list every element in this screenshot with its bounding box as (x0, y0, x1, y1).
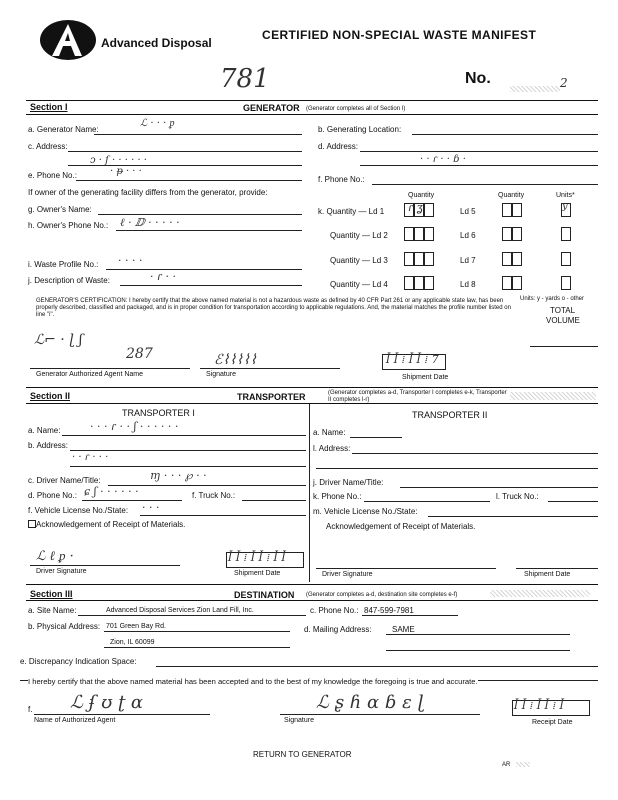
ld5-label: Ld 5 (460, 207, 476, 216)
qty-ld3-box-1[interactable] (404, 252, 414, 266)
generator-agent-label: Generator Authorized Agent Name (36, 371, 144, 378)
generating-location-label: b. Generating Location: (318, 125, 402, 134)
section3-title: DESTINATION (234, 590, 295, 600)
section3-rule-bottom (26, 600, 598, 601)
t1-driver-signature-label: Driver Signature (36, 568, 87, 575)
t2-truck-label: l. Truck No.: (496, 492, 539, 501)
units-ld4-box[interactable] (561, 276, 571, 290)
t1-phone-label: d. Phone No.: (28, 491, 77, 500)
section3-label: Section III (30, 589, 73, 599)
ld6-label: Ld 6 (460, 231, 476, 240)
phone-e-label: e. Phone No.: (28, 171, 77, 180)
section2-rule (26, 387, 598, 388)
t2-address-field-2[interactable] (316, 468, 598, 469)
t2-driver-label: j. Driver Name/Title: (313, 478, 384, 487)
t1-driver-signature-scribble: ℒ ℓ ᵱ · (36, 549, 74, 564)
t1-name-field[interactable] (62, 435, 306, 436)
quantity-ld1-label: k. Quantity — Ld 1 (318, 207, 385, 216)
qty-ld2-box-3[interactable] (424, 227, 434, 241)
qty-ld1-box-3[interactable] (424, 203, 434, 217)
t1-truck-field[interactable] (242, 500, 306, 501)
t2-address-label: l. Address: (313, 444, 351, 453)
quantity-ld2-label: Quantity — Ld 2 (330, 231, 388, 240)
units-note: Units: y - yards o - other (520, 296, 585, 302)
generator-certification: GENERATOR'S CERTIFICATION: I hereby certify that the above named material is not a hazardous waste as defined by 40 CFR Part 261 or any applicable state law, has been properly described, classified and packaged, and is in proper condition for transportation according to applicable regulations. And, the material matches the profile number listed on line "i". (36, 298, 511, 318)
brand-logo (38, 18, 100, 62)
units-ld3-box[interactable] (561, 252, 571, 266)
destination-signature-field[interactable] (280, 714, 480, 715)
t2-vehicle-label: m. Vehicle License No./State: (313, 507, 418, 516)
section1-rule-bottom (26, 114, 598, 115)
t1-vehicle-field[interactable] (140, 515, 306, 516)
t2-phone-label: k. Phone No.: (313, 492, 362, 501)
waste-description-value: · ɾ · · (150, 270, 176, 283)
physical-address-value: 701 Green Bay Rd. (106, 623, 166, 630)
t1-name-value: · · · ɾ · · ʃ · · · · · · (90, 420, 179, 433)
waste-profile-field[interactable] (106, 269, 302, 270)
section2-rule-bottom (26, 403, 598, 404)
section2-title: TRANSPORTER (237, 392, 306, 402)
qty-ld7-box-2[interactable] (512, 252, 522, 266)
address-c-label: c. Address: (28, 142, 68, 151)
ld7-label: Ld 7 (460, 256, 476, 265)
t1-driver-signature-field[interactable] (30, 565, 180, 566)
volume-label: VOLUME (546, 316, 580, 325)
qty-ld6-box-2[interactable] (512, 227, 522, 241)
waste-description-label: j. Description of Waste: (28, 276, 110, 285)
destination-certification: I hereby certify that the above named material has been accepted and to the best of my knowledge the foregoing is true and accurate. (28, 677, 478, 686)
section1-rule (26, 100, 598, 101)
generator-signature-field[interactable] (200, 368, 340, 369)
t1-phone-value: ɕ ʃ · · · · · · (84, 485, 139, 498)
owner-name-field[interactable] (98, 214, 302, 215)
t1-phone-field[interactable] (82, 500, 182, 501)
qty-ld8-box-1[interactable] (502, 276, 512, 290)
total-label: TOTAL (550, 306, 576, 315)
qty-ld2-box-2[interactable] (414, 227, 424, 241)
brand-name: Advanced Disposal (101, 36, 212, 50)
t1-shipment-date-label: Shipment Date (234, 570, 281, 577)
quantity-ld3-label: Quantity — Ld 3 (330, 256, 388, 265)
section2-note: (Generator completes a-d, Transporter I completes e-k, Transporter II completes l-r) (328, 390, 507, 403)
phone-f-field[interactable] (372, 184, 598, 185)
qty-ld3-box-3[interactable] (424, 252, 434, 266)
discrepancy-field[interactable] (156, 666, 598, 667)
address-c-value: ↄ · ſ · · · · · · (90, 155, 147, 166)
total-volume-field[interactable] (530, 346, 598, 347)
physical-address-label: b. Physical Address: (28, 622, 101, 631)
owner-phone-label: h. Owner's Phone No.: (28, 221, 109, 230)
phone-e-value: · ᵽ · · · (110, 166, 142, 177)
t2-shipment-date-label: Shipment Date (524, 571, 571, 578)
site-name-value: Advanced Disposal Services Zion Land Fill, Inc. (106, 607, 254, 614)
receipt-date-label: Receipt Date (532, 719, 573, 726)
section2-label: Section II (30, 391, 71, 401)
qty-ld3-box-2[interactable] (414, 252, 424, 266)
t1-address-label: b. Address: (28, 441, 69, 450)
t2-truck-field[interactable] (548, 501, 598, 502)
destination-phone-label: c. Phone No.: (310, 606, 359, 615)
section1-note: (Generator completes all of Section I) (306, 106, 406, 112)
authorized-agent-field[interactable] (34, 714, 210, 715)
scan-noise-3 (490, 590, 590, 597)
destination-signature-label: Signature (284, 717, 314, 724)
destination-phone-value: 847-599-7981 (364, 606, 414, 615)
qty-ld1-value: ɾ ʓ (408, 201, 423, 214)
t1-ack-label: Acknowledgement of Receipt of Materials. (36, 520, 186, 529)
t2-ack-label: Acknowledgement of Receipt of Materials. (326, 522, 476, 531)
t2-name-field[interactable] (350, 437, 402, 438)
t2-vehicle-field[interactable] (428, 516, 598, 517)
waste-profile-value: · · · · (118, 254, 143, 267)
destination-signature-scribble: ℒ ʂ ɦ ɑ ɓ ɛ ɭ (316, 692, 424, 713)
scan-noise-4 (516, 762, 530, 767)
page-title: CERTIFIED NON-SPECIAL WASTE MANIFEST (262, 28, 537, 42)
mailing-address-field-2[interactable] (386, 650, 570, 651)
t2-name-label: a. Name: (313, 428, 346, 437)
owner-phone-value: ℓ · ⅅ · · · · · (120, 216, 180, 229)
address-d-label: d. Address: (318, 142, 359, 151)
t2-shipment-date-field[interactable] (516, 568, 598, 569)
qty-ld5-box-1[interactable] (502, 203, 512, 217)
t1-vehicle-value: · · · (142, 501, 160, 514)
t2-driver-signature-label: Driver Signature (322, 571, 373, 578)
qty-ld4-box-2[interactable] (414, 276, 424, 290)
transporter-divider (309, 404, 310, 582)
quantity-ld4-label: Quantity — Ld 4 (330, 280, 388, 289)
site-name-label: a. Site Name: (28, 606, 77, 615)
t1-shipment-date-value: ꟾ ꟾ ⁞ ꟾ ꟾ ⁞ ꟾ ꟾ (228, 551, 286, 564)
address-c-field[interactable] (68, 151, 302, 152)
generator-agent-field[interactable] (30, 368, 190, 369)
qty-ld8-box-2[interactable] (512, 276, 522, 290)
t1-address-field-2[interactable] (70, 466, 306, 467)
owner-phone-field[interactable] (116, 230, 302, 231)
units-ld1-value: y (562, 201, 568, 212)
units-ld2-box[interactable] (561, 227, 571, 241)
qty-ld6-box-1[interactable] (502, 227, 512, 241)
quantity-header-2: Quantity (498, 192, 525, 199)
generator-hand-number: 287 (126, 346, 153, 362)
qty-ld5-box-2[interactable] (512, 203, 522, 217)
generator-signature-scribble: ℰ⌇⌇⌇⌇⌇ (214, 352, 257, 368)
agent-signature-scribble: ℒ ʄ ʊ ʈ ɑ (70, 692, 144, 713)
section3-rule (26, 584, 598, 585)
manifest-no-label: No. (465, 70, 491, 87)
generator-name-value: ℒ · · · ᵱ (140, 118, 175, 129)
t2-driver-signature-field[interactable] (316, 568, 496, 569)
form-code: AR (502, 762, 511, 768)
t2-address-field[interactable] (352, 453, 598, 454)
t1-name-label: a. Name: (28, 426, 61, 435)
qty-ld7-box-1[interactable] (502, 252, 512, 266)
transporter1-heading: TRANSPORTER I (122, 408, 195, 418)
qty-ld4-box-1[interactable] (404, 276, 414, 290)
t1-truck-label: f. Truck No.: (192, 491, 236, 500)
mailing-address-label: d. Mailing Address: (304, 625, 372, 634)
mailing-address-value: SAME (392, 625, 415, 634)
section1-label: Section I (30, 102, 68, 112)
generator-name-label: a. Generator Name: (28, 125, 99, 134)
owner-note: If owner of the generating facility differs from the generator, provide: (28, 188, 268, 197)
t1-address-field[interactable] (70, 450, 306, 451)
quantity-header-1: Quantity (408, 192, 435, 199)
generator-shipment-date-value: ꟾ ꟾ ⁞ ꟾ ꟾ ⁞ 7 (386, 353, 439, 366)
address-d-field[interactable] (360, 151, 598, 152)
generator-name-field[interactable] (94, 134, 302, 135)
scan-noise-2 (510, 392, 596, 400)
generator-agent-signature-scribble: ℒ⌐ · ɭ ʃ (34, 332, 83, 348)
manifest-no-value: 2 (560, 76, 568, 90)
physical-city-value: Zion, IL 60099 (110, 639, 155, 646)
t2-driver-field[interactable] (400, 487, 598, 488)
receipt-date-value: ꟾ ꟾ ⁞ ꟾ ꟾ ⁞ ꟾ (514, 699, 565, 712)
qty-ld2-box-1[interactable] (404, 227, 414, 241)
t2-phone-field[interactable] (364, 501, 490, 502)
section3-note: (Generator completes a-d, destination site completes e-f) (306, 592, 458, 598)
transporter2-heading: TRANSPORTER II (412, 410, 488, 420)
generator-shipment-date-label: Shipment Date (402, 374, 449, 381)
f-label: f. (28, 705, 33, 714)
logo-a-icon (38, 18, 100, 62)
t1-driver-label: c. Driver Name/Title: (28, 476, 101, 485)
address-d-value: · · ɾ · · ɓ · (420, 154, 466, 165)
ld8-label: Ld 8 (460, 280, 476, 289)
phone-f-label: f. Phone No.: (318, 175, 365, 184)
authorized-agent-label: Name of Authorized Agent (34, 717, 116, 724)
return-to-generator: RETURN TO GENERATOR (253, 750, 352, 759)
address-d-field-2[interactable] (360, 165, 598, 166)
owner-name-label: g. Owner's Name: (28, 205, 92, 214)
scan-noise (510, 86, 560, 92)
t1-driver-value: ɱ · · · ℘ · · (150, 469, 207, 482)
discrepancy-label: e. Discrepancy Indication Space: (20, 657, 137, 666)
generating-location-field[interactable] (412, 134, 598, 135)
handwritten-manifest-number: 781 (220, 64, 270, 94)
waste-description-field[interactable] (120, 285, 302, 286)
t1-vehicle-label: f. Vehicle License No./State: (28, 506, 129, 515)
phone-e-field[interactable] (76, 180, 302, 181)
generator-signature-label: Signature (206, 371, 236, 378)
section1-title: GENERATOR (243, 103, 300, 113)
t1-address-value: · · ɾ · · · (72, 452, 109, 463)
qty-ld4-box-3[interactable] (424, 276, 434, 290)
waste-profile-label: i. Waste Profile No.: (28, 260, 99, 269)
t1-ack-checkbox[interactable] (28, 520, 36, 528)
units-header: Units* (556, 192, 575, 199)
